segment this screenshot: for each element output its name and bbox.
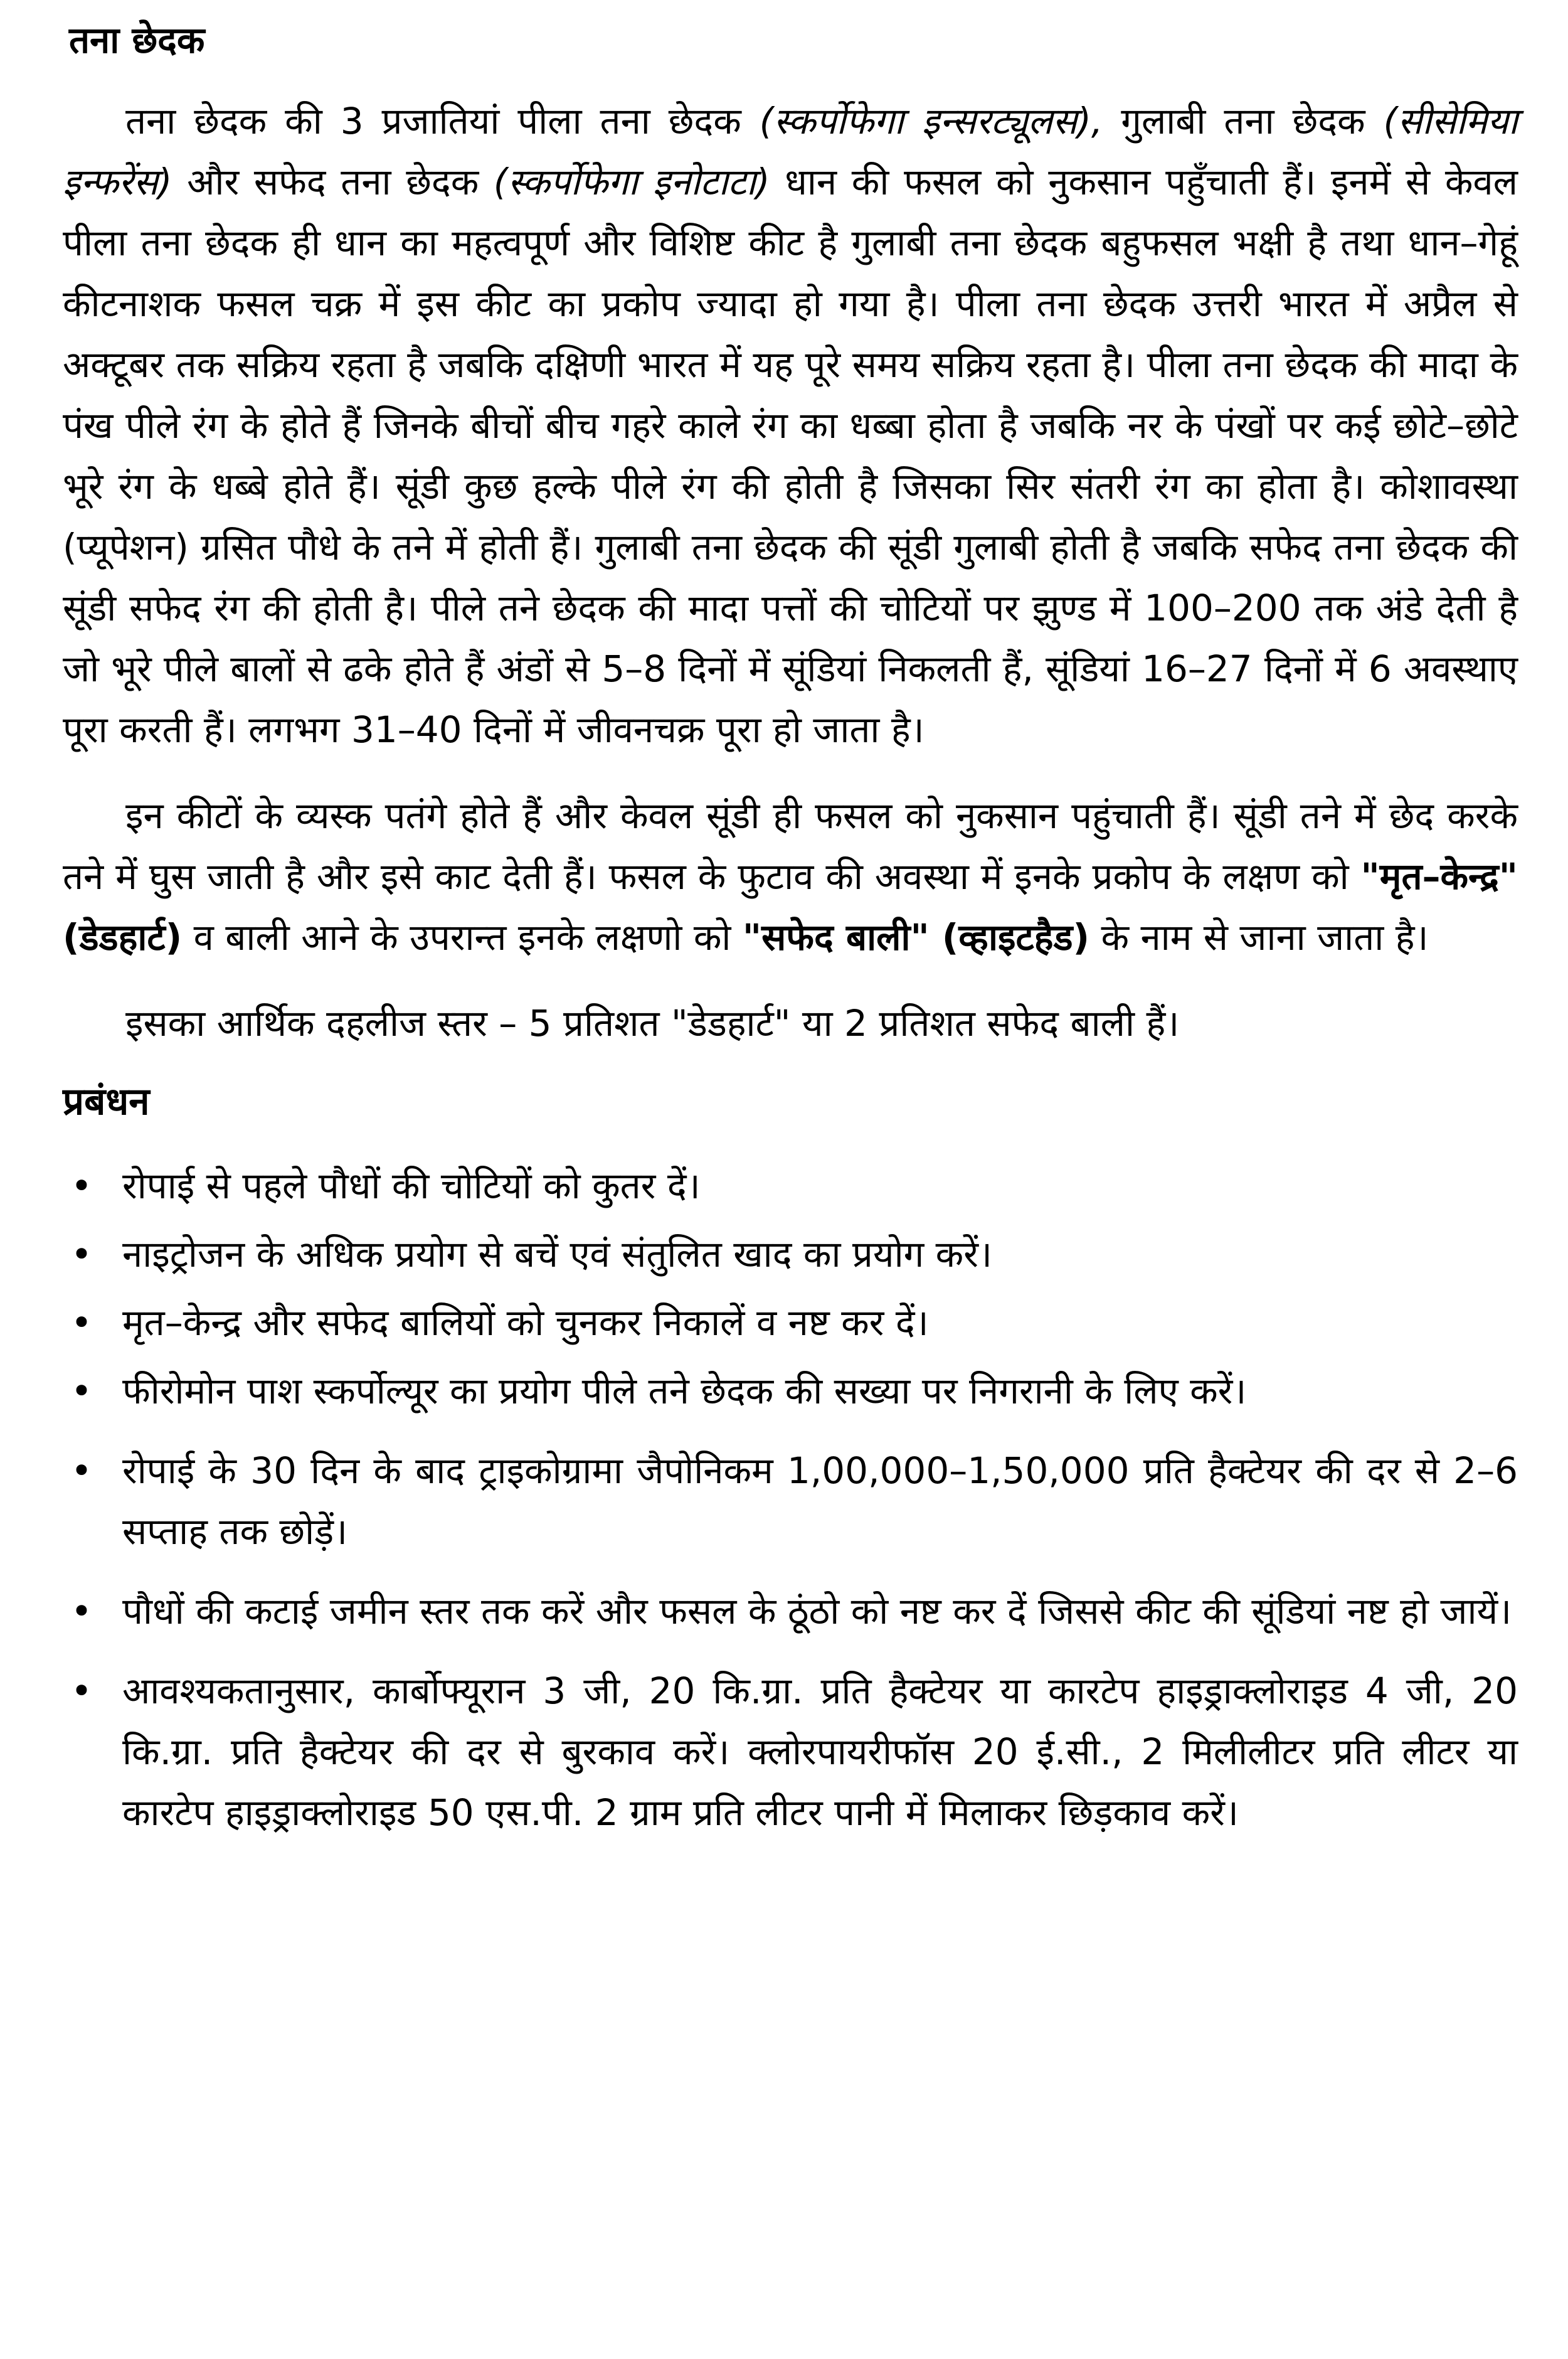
bullet-icon: • — [70, 1449, 93, 1492]
list-item-text: रोपाई के 30 दिन के बाद ट्राइकोग्रामा जैपोनिकम 1,00,000–1,50,000 प्रति हैक्टेयर की दर से 2–6 सप्ताह तक छोड़ें। — [122, 1449, 1518, 1553]
list-item — [63, 1581, 1518, 1642]
list-item — [63, 1156, 1518, 1217]
list-item-text: फीरोमोन पाश स्कर्पोल्यूर का प्रयोग पीले तने छेदक की सख्या पर निगरानी के लिए करें। — [122, 1369, 1247, 1412]
list-item — [63, 1440, 1518, 1562]
text-run: के नाम से जाना जाता है। — [1089, 915, 1429, 959]
scientific-name-yellow: (स्कर्पोफेगा इन्सरट्यूलस), — [759, 99, 1103, 142]
bullet-icon: • — [70, 1301, 93, 1344]
page-title: तना छेदक — [69, 19, 205, 61]
text-run: गुलाबी तना छेदक — [1103, 99, 1384, 142]
bullet-icon: • — [70, 1232, 93, 1275]
list-item-text: पौधों की कटाई जमीन स्तर तक करें और फसल के ठूंठो को नष्ट कर दें जिससे कीट की सूंडियां नष्ट हो जायें। — [122, 1589, 1512, 1632]
bullet-icon: • — [70, 1589, 93, 1632]
list-item — [63, 1292, 1518, 1353]
management-list — [63, 1156, 1518, 1843]
scientific-name-white: (स्कर्पोफेगा इनोटाटा) — [493, 160, 770, 203]
paragraph-damage-symptoms — [63, 785, 1518, 968]
list-item — [63, 1224, 1518, 1285]
term-whitehead: "सफेद बाली" (व्हाइटहैड) — [742, 915, 1090, 959]
term-deadheart: "मृत–केन्द्र" (डेडहार्ट) — [63, 855, 1518, 959]
list-item-text: आवश्यकतानुसार, कार्बोफ्यूरान 3 जी, 20 कि.ग्रा. प्रति हैक्टेयर या कारटेप हाइड्राक्लोराइड 4 जी, 20 कि.ग्रा. प्रति हैक्टेयर की दर से बुरकाव करें। क्लोरपायरीफॉस 20 ई.सी., 2 मिलीलीटर प्रति लीटर या कारटेप हाइड्राक्लोराइड 50 एस.पी. 2 ग्राम प्रति लीटर पानी में मिलाकर छिड़काव करें। — [122, 1669, 1518, 1834]
list-item-text: रोपाई से पहले पौधों की चोटियों को कुतर दें। — [122, 1164, 701, 1207]
scientific-name-pink: (सीसेमिया इन्फरेंस) — [63, 99, 1518, 203]
text-run: और सफेद तना छेदक — [172, 160, 494, 203]
list-item — [63, 1361, 1518, 1422]
section-heading-management: प्रबंधन — [63, 1079, 150, 1124]
text-run: तना छेदक की 3 प्रजातियां पीला तना छेदक — [125, 99, 760, 142]
bullet-icon: • — [70, 1669, 93, 1712]
list-item — [63, 1661, 1518, 1843]
text-run: व बाली आने के उपरान्त इनके लक्षणो को — [182, 915, 743, 959]
bullet-icon: • — [70, 1164, 93, 1207]
paragraph-economic-threshold: इसका आर्थिक दहलीज स्तर – 5 प्रतिशत "डेडहार्ट" या 2 प्रतिशत सफेद बाली हैं। — [125, 1001, 1180, 1045]
text-run: धान की फसल को नुकसान पहुँचाती हैं। इनमें से केवल पीला तना छेदक ही धान का महत्वपूर्ण और विशिष्ट कीट है गुलाबी तना छेदक बहुफसल भक्षी है तथा धान–गेहूं कीटनाशक फसल चक्र में इस कीट का प्रकोप ज्यादा हो गया है। पीला तना छेदक उत्तरी भारत में अप्रैल से अक्टूबर तक सक्रिय रहता है जबकि दक्षिणी भारत में यह पूरे समय सक्रिय रहता है। पीला तना छेदक की मादा के पंख पीले रंग के होते हैं जिनके बीचों बीच गहरे काले रंग का धब्बा होता है जबकि नर के पंखों पर कई छोटे–छोटे भूरे रंग के धब्बे होते हैं। सूंडी कुछ हल्के पीले रंग की होती है जिसका सिर संतरी रंग का होता है। कोशावस्था (प्यूपेशन) ग्रसित पौधे के तने में होती हैं। गुलाबी तना छेदक की सूंडी गुलाबी होती है जबकि सफेद तना छेदक की सूंडी सफेद रंग की होती है। पीले तने छेदक की मादा पत्तों की चोटियों पर झुण्ड में 100–200 तक अंडे देती है जो भूरे पीले बालों से ढके होते हैं अंडों से 5–8 दिनों में सूंडियां निकलती हैं, सूंडियां 16–27 दिनों में 6 अवस्थाए पूरा करती हैं। लगभग 31–40 दिनों में जीवनचक्र पूरा हो जाता है। — [63, 160, 1518, 751]
bullet-icon: • — [70, 1369, 93, 1412]
list-item-text: मृत–केन्द्र और सफेद बालियों को चुनकर निकालें व नष्ट कर दें। — [122, 1301, 929, 1344]
paragraph-stem-borer-description — [63, 91, 1518, 760]
text-run: इन कीटों के व्यस्क पतंगे होते हैं और केवल सूंडी ही फसल को नुकसान पहुंचाती हैं। सूंडी तने में छेद करके तने में घुस जाती है और इसे काट देती हैं। फसल के फुटाव की अवस्था में इनके प्रकोप के लक्षण को — [63, 794, 1518, 898]
list-item-text: नाइट्रोजन के अधिक प्रयोग से बचें एवं संतुलित खाद का प्रयोग करें। — [122, 1232, 992, 1275]
